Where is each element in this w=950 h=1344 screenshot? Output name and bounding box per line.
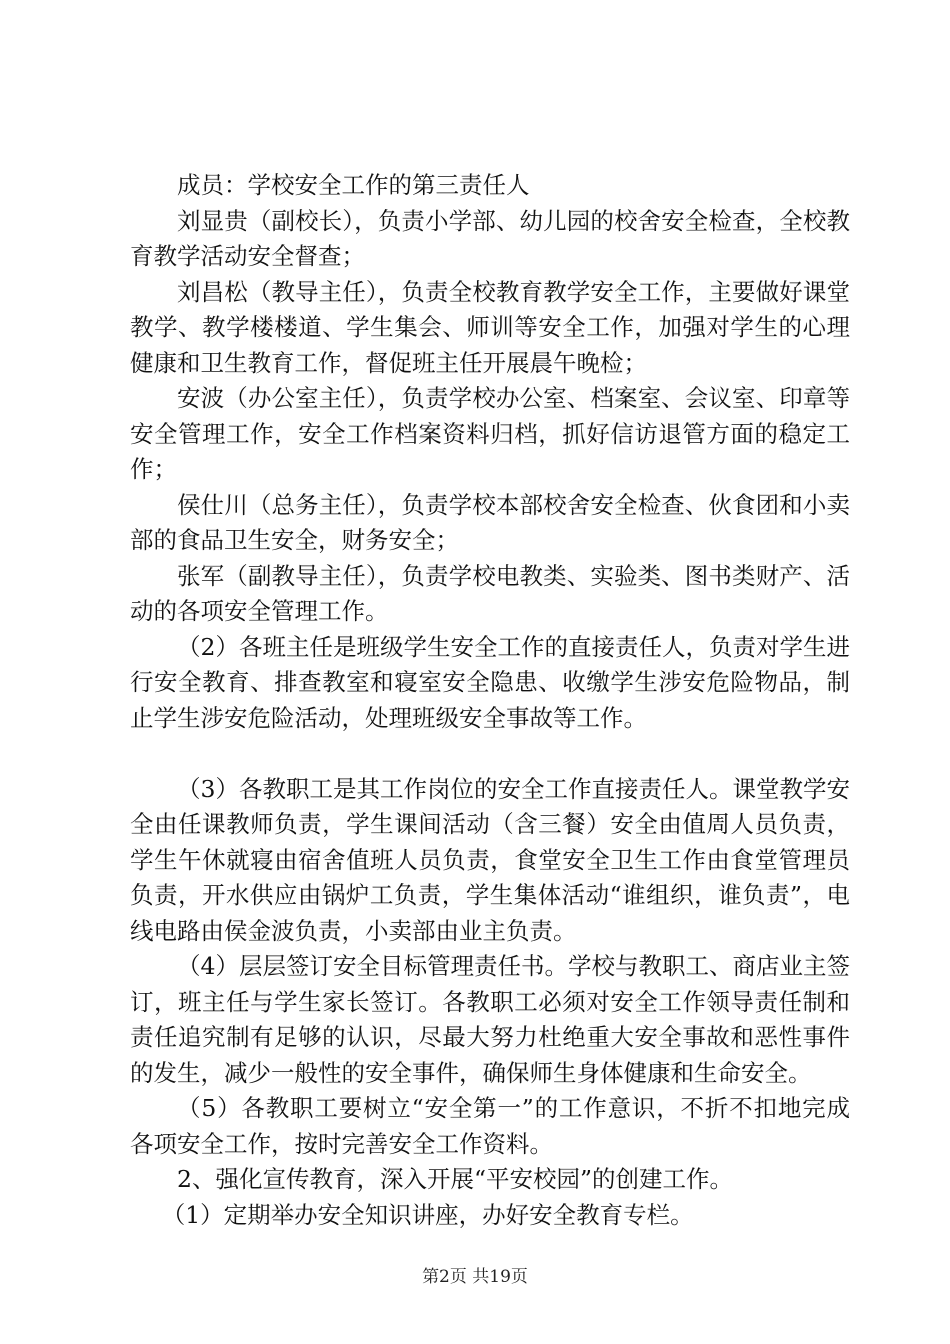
page-number-footer: 第2页 共19页 bbox=[422, 1267, 528, 1287]
paragraph-spacer bbox=[130, 736, 850, 772]
paragraph-item-4: （4）层层签订安全目标管理责任书。学校与教职工、商店业主签订，班主任与学生家长签订。各教职工必须对安全工作领导责任制和责任追究制有足够的认识，尽最大努力杜绝重大安全事故和恶性事件的发生，减少一般性的安全事件，确保师生身体健康和生命安全。 bbox=[130, 952, 850, 1087]
paragraph-zhang-jun: 张军（副教导主任），负责学校电教类、实验类、图书类财产、活动的各项安全管理工作。 bbox=[130, 561, 850, 625]
paragraph-liu-xiangui: 刘显贵（副校长），负责小学部、幼儿园的校舍安全检查，全校教育教学活动安全督查； bbox=[130, 206, 850, 270]
paragraph-liu-changsong: 刘昌松（教导主任），负责全校教育教学安全工作，主要做好课堂教学、教学楼楼道、学生集会、师训等安全工作，加强对学生的心理健康和卫生教育工作，督促班主任开展晨午晚检； bbox=[130, 277, 850, 377]
paragraph-item-3: （3）各教职工是其工作岗位的安全工作直接责任人。课堂教学安全由任课教师负责，学生课间活动（含三餐）安全由值周人员负责，学生午休就寝由宿舍值班人员负责，食堂安全卫生工作由食堂管理员负责，开水供应由锅炉工负责，学生集体活动“谁组织，谁负责”，电线电路由侯金波负责，小卖部由业主负责。 bbox=[130, 774, 850, 945]
paragraph-item-5: （5）各教职工要树立“安全第一”的工作意识，不折不扣地完成各项安全工作，按时完善安全工作资料。 bbox=[130, 1094, 850, 1158]
document-body bbox=[130, 168, 850, 1233]
paragraph-hou-shichuan: 侯仕川（总务主任），负责学校本部校舍安全检查、伙食团和小卖部的食品卫生安全，财务安全； bbox=[130, 490, 850, 554]
paragraph-members: 成员：学校安全工作的第三责任人 bbox=[177, 171, 530, 199]
paragraph-section-2-heading: 2、强化宣传教育，深入开展“平安校园”的创建工作。 bbox=[177, 1165, 733, 1193]
paragraph-an-bo: 安波（办公室主任），负责学校办公室、档案室、会议室、印章等安全管理工作，安全工作档案资料归档，抓好信访退管方面的稳定工作； bbox=[130, 384, 850, 483]
paragraph-item-2: （2）各班主任是班级学生安全工作的直接责任人，负责对学生进行安全教育、排查教室和寝室安全隐患、收缴学生涉安危险物品，制止学生涉安危险活动，处理班级安全事故等工作。 bbox=[130, 632, 850, 732]
paragraph-section-2-item-1: （1）定期举办安全知识讲座，办好安全教育专栏。 bbox=[161, 1200, 694, 1229]
